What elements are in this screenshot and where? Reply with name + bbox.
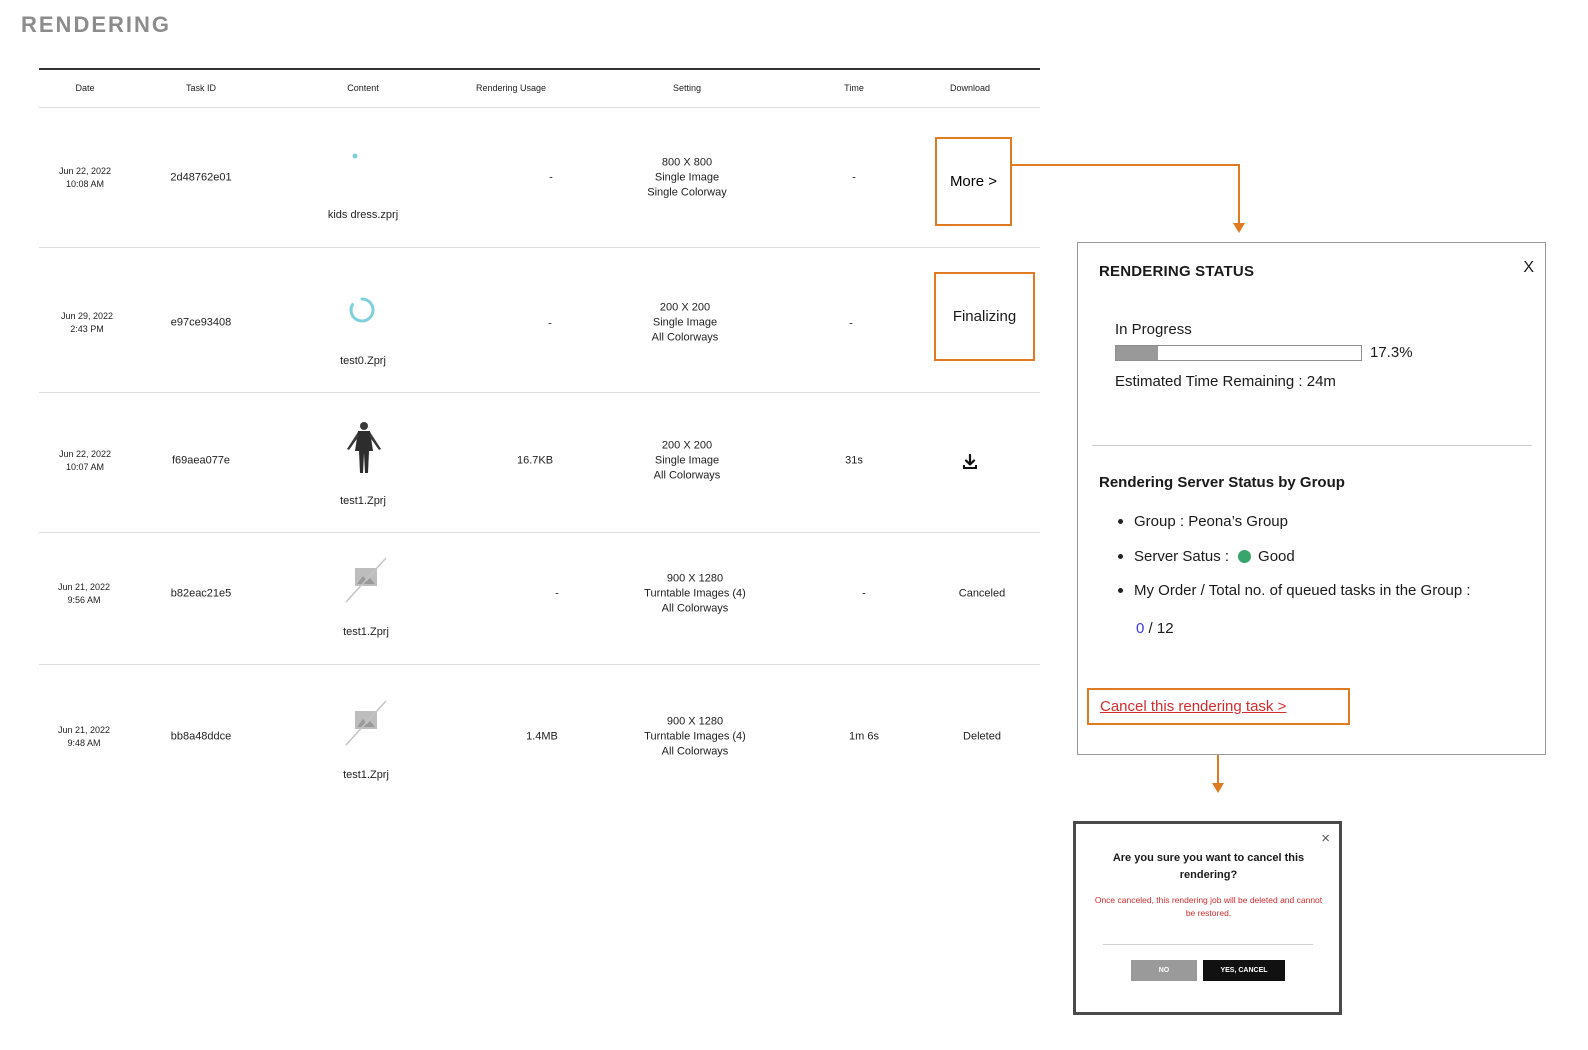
row-date: Jun 21, 2022 9:48 AM <box>57 725 111 748</box>
row-setting: 800 X 800 Single Image Single Colorway <box>647 156 727 199</box>
divider <box>1103 944 1313 945</box>
row-download-status: Deleted <box>963 730 1001 743</box>
row-task-id: e97ce93408 <box>170 316 232 329</box>
cancel-rendering-link[interactable]: Cancel this rendering task > <box>1100 698 1287 715</box>
loading-spinner-icon <box>348 296 376 324</box>
row-setting: 200 X 200 Single Image All Colorways <box>653 439 721 482</box>
image-unavailable-icon <box>342 555 390 605</box>
queue-value <box>1136 620 1174 637</box>
row-setting: 900 X 1280 Turntable Images (4) All Colorways <box>644 715 746 758</box>
bullet-icon <box>1118 588 1123 593</box>
row-content-name: test0.Zprj <box>340 355 386 367</box>
table-row[interactable] <box>39 533 1040 665</box>
table-row[interactable] <box>39 393 1040 533</box>
bullet-icon <box>1118 554 1123 559</box>
header-time: Time <box>844 83 864 93</box>
loading-dot-thumbnail <box>353 154 358 159</box>
header-setting: Setting <box>672 83 702 93</box>
queue-order: 0 <box>1136 620 1145 637</box>
table-row[interactable] <box>39 108 1040 248</box>
bullet-icon <box>1118 519 1123 524</box>
avatar-figure-thumbnail <box>344 421 384 475</box>
group-item <box>1118 513 1288 530</box>
row-usage: - <box>549 171 553 184</box>
progress-percent: 17.3% <box>1370 344 1413 361</box>
row-task-id: bb8a48ddce <box>170 730 232 743</box>
row-usage: 1.4MB <box>526 730 558 743</box>
row-usage: - <box>548 317 552 330</box>
table-header <box>39 70 1040 108</box>
row-content-name: test1.Zprj <box>340 495 386 507</box>
header-rendering-usage: Rendering Usage <box>475 83 547 93</box>
row-usage: - <box>555 587 559 600</box>
server-status-value: Good <box>1258 548 1295 565</box>
more-button[interactable]: More > <box>935 137 1012 226</box>
row-date: Jun 22, 2022 10:08 AM <box>58 166 112 189</box>
row-time: 1m 6s <box>849 730 879 743</box>
cancel-link-highlight <box>1087 688 1350 725</box>
progress-label: In Progress <box>1115 321 1192 338</box>
row-usage: 16.7KB <box>516 454 554 467</box>
table-row[interactable] <box>39 665 1040 805</box>
header-task-id: Task ID <box>185 83 217 93</box>
row-time: 31s <box>845 454 863 467</box>
row-content-name: test1.Zprj <box>343 769 389 781</box>
image-unavailable-icon <box>342 698 390 748</box>
rendering-status-panel <box>1077 242 1546 755</box>
server-status-item <box>1118 548 1295 565</box>
close-icon[interactable]: X <box>1523 259 1534 276</box>
queue-total: / 12 <box>1148 620 1174 637</box>
progress-bar <box>1115 345 1362 361</box>
server-status-label: Server Satus : <box>1134 548 1230 565</box>
queue-item <box>1118 582 1471 599</box>
header-date: Date <box>75 83 95 93</box>
yes-cancel-button[interactable]: YES, CANCEL <box>1203 960 1285 981</box>
status-panel-title: RENDERING STATUS <box>1099 263 1255 280</box>
row-download-status: Canceled <box>958 587 1006 600</box>
cancel-confirm-dialog <box>1073 821 1342 1015</box>
row-date: Jun 29, 2022 2:43 PM <box>60 311 114 334</box>
row-task-id: 2d48762e01 <box>170 171 232 184</box>
page-title: RENDERING <box>21 12 172 37</box>
server-status-title: Rendering Server Status by Group <box>1099 474 1345 491</box>
dialog-question: Are you sure you want to cancel this rendering? <box>1112 852 1305 881</box>
header-content: Content <box>347 83 379 93</box>
row-date: Jun 21, 2022 9:56 AM <box>57 582 111 605</box>
row-time: - <box>862 587 866 600</box>
row-content-name: test1.Zprj <box>343 626 389 638</box>
rendering-table <box>39 68 1040 805</box>
header-download: Download <box>949 83 991 93</box>
dialog-warning: Once canceled, this rendering job will be deleted and cannot be restored. <box>1094 895 1323 918</box>
divider <box>1092 445 1532 446</box>
group-label: Group : Peona’s Group <box>1134 513 1288 530</box>
row-content-name: kids dress.zprj <box>327 209 399 221</box>
row-task-id: f69aea077e <box>171 454 231 467</box>
row-date: Jun 22, 2022 10:07 AM <box>58 449 112 472</box>
row-setting: 200 X 200 Single Image All Colorways <box>651 301 719 344</box>
row-time: - <box>852 171 856 184</box>
table-row[interactable] <box>39 248 1040 393</box>
row-setting: 900 X 1280 Turntable Images (4) All Colorways <box>644 572 746 615</box>
download-icon[interactable] <box>962 454 978 470</box>
queue-label: My Order / Total no. of queued tasks in the Group : <box>1134 582 1471 599</box>
row-task-id: b82eac21e5 <box>170 587 232 600</box>
estimated-time-remaining: Estimated Time Remaining : 24m <box>1115 373 1336 390</box>
status-good-dot-icon <box>1238 550 1251 563</box>
row-time: - <box>849 317 853 330</box>
close-icon[interactable]: × <box>1321 830 1330 847</box>
progress-bar-fill <box>1116 346 1158 360</box>
no-button[interactable]: NO <box>1131 960 1197 981</box>
finalizing-status: Finalizing <box>934 272 1035 361</box>
